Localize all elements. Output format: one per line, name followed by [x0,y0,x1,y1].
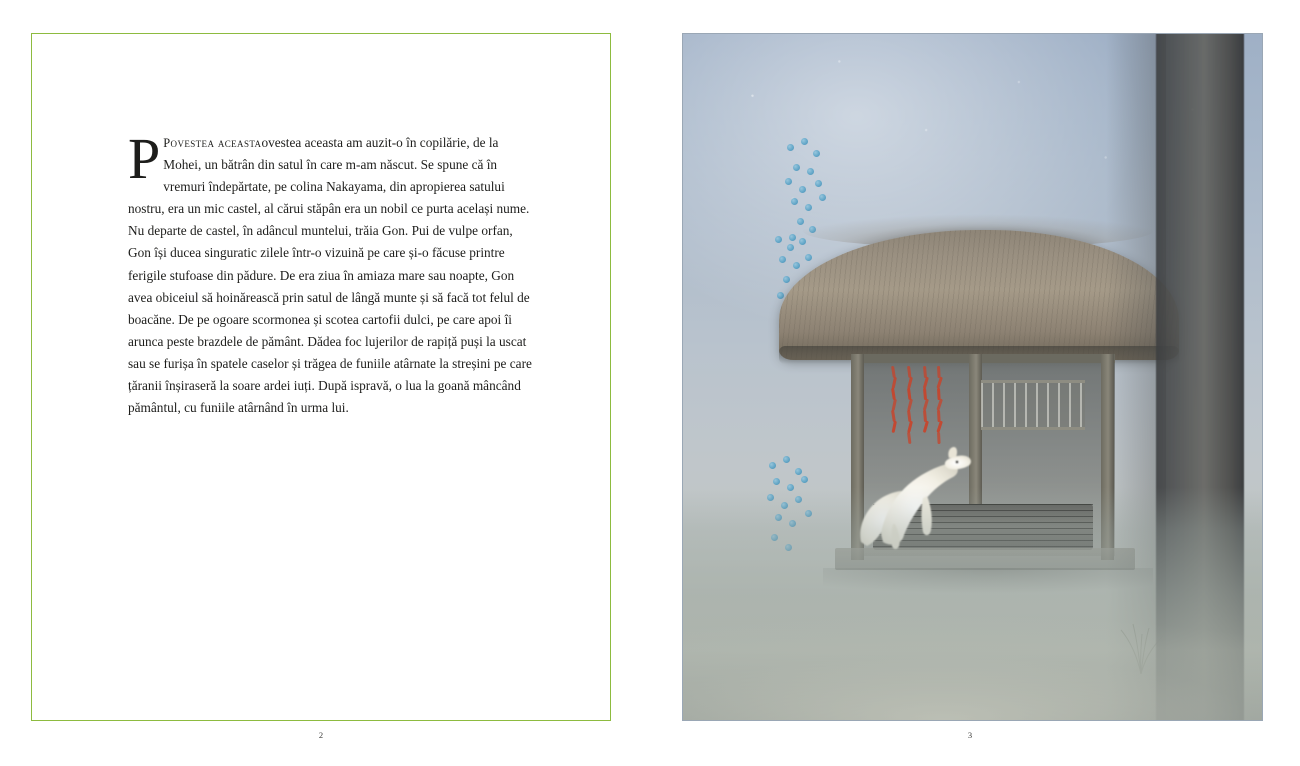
blossom [793,262,800,269]
right-page [682,33,1263,721]
body-text: ovestea aceasta am auzit-o în copilărie, de la Mohei, un bătrân din satul în care m-am născut. Se spune că în vremuri îndepărtate, pe colina Nakayama, din apropierea satului nostru, era un mic castel, al cărui stăpân era un nobil ce purta același nume. Nu departe de castel, în adâncul muntelui, trăia Gon. Pui de vulpe orfan, Gon își ducea singuratic zilele într-o vizuină pe care și-o făcuse printre ferigile stufoase din pădure. De era ziua în amiaza mare sau noapte, Gon avea obiceiul să hoinărească prin satul de lângă munte și să facă tot felul de boacăne. De pe ogoare scormonea și scotea cartofii dulci, pe care apoi îi arunca peste brazdele de pământ. Dădea foc lujerilor de rapiță puși la uscat sau se furișa în spatele caselor și trăgea de funiile atârnate la streșini pe care țăranii înșiraseră la soare ardei iuți. După ispravă, o lua la goană mâncând pământul, cu funiile atârnând în urma lui. [128,135,532,416]
drop-cap: P [128,126,161,191]
blossom [783,456,790,463]
blossom [799,186,806,193]
blossom [773,478,780,485]
ground-path [683,569,1262,720]
illustration [683,34,1262,720]
chili-pepper [892,421,897,433]
body-text-block [128,126,536,419]
blossom [787,244,794,251]
blossom [813,150,820,157]
blossom [805,204,812,211]
blossom [819,194,826,201]
blossom [805,254,812,261]
small-caps-opening: Povestea aceasta [163,136,262,150]
blossom [777,292,784,299]
blossom [801,138,808,145]
blossom [797,218,804,225]
left-page [31,33,611,721]
chili-pepper [923,421,929,433]
blossom [799,238,806,245]
blossom [779,256,786,263]
page-number-left: 2 [318,730,324,740]
blossom [769,462,776,469]
blossom [785,178,792,185]
blossom [787,144,794,151]
blossom [795,468,802,475]
blossom [793,164,800,171]
blossom [815,180,822,187]
blossom [783,276,790,283]
blossom [791,198,798,205]
blossom [775,236,782,243]
page-number-right: 3 [967,730,973,740]
blossom [801,476,808,483]
wooden-railing [981,380,1085,430]
blossom [807,168,814,175]
